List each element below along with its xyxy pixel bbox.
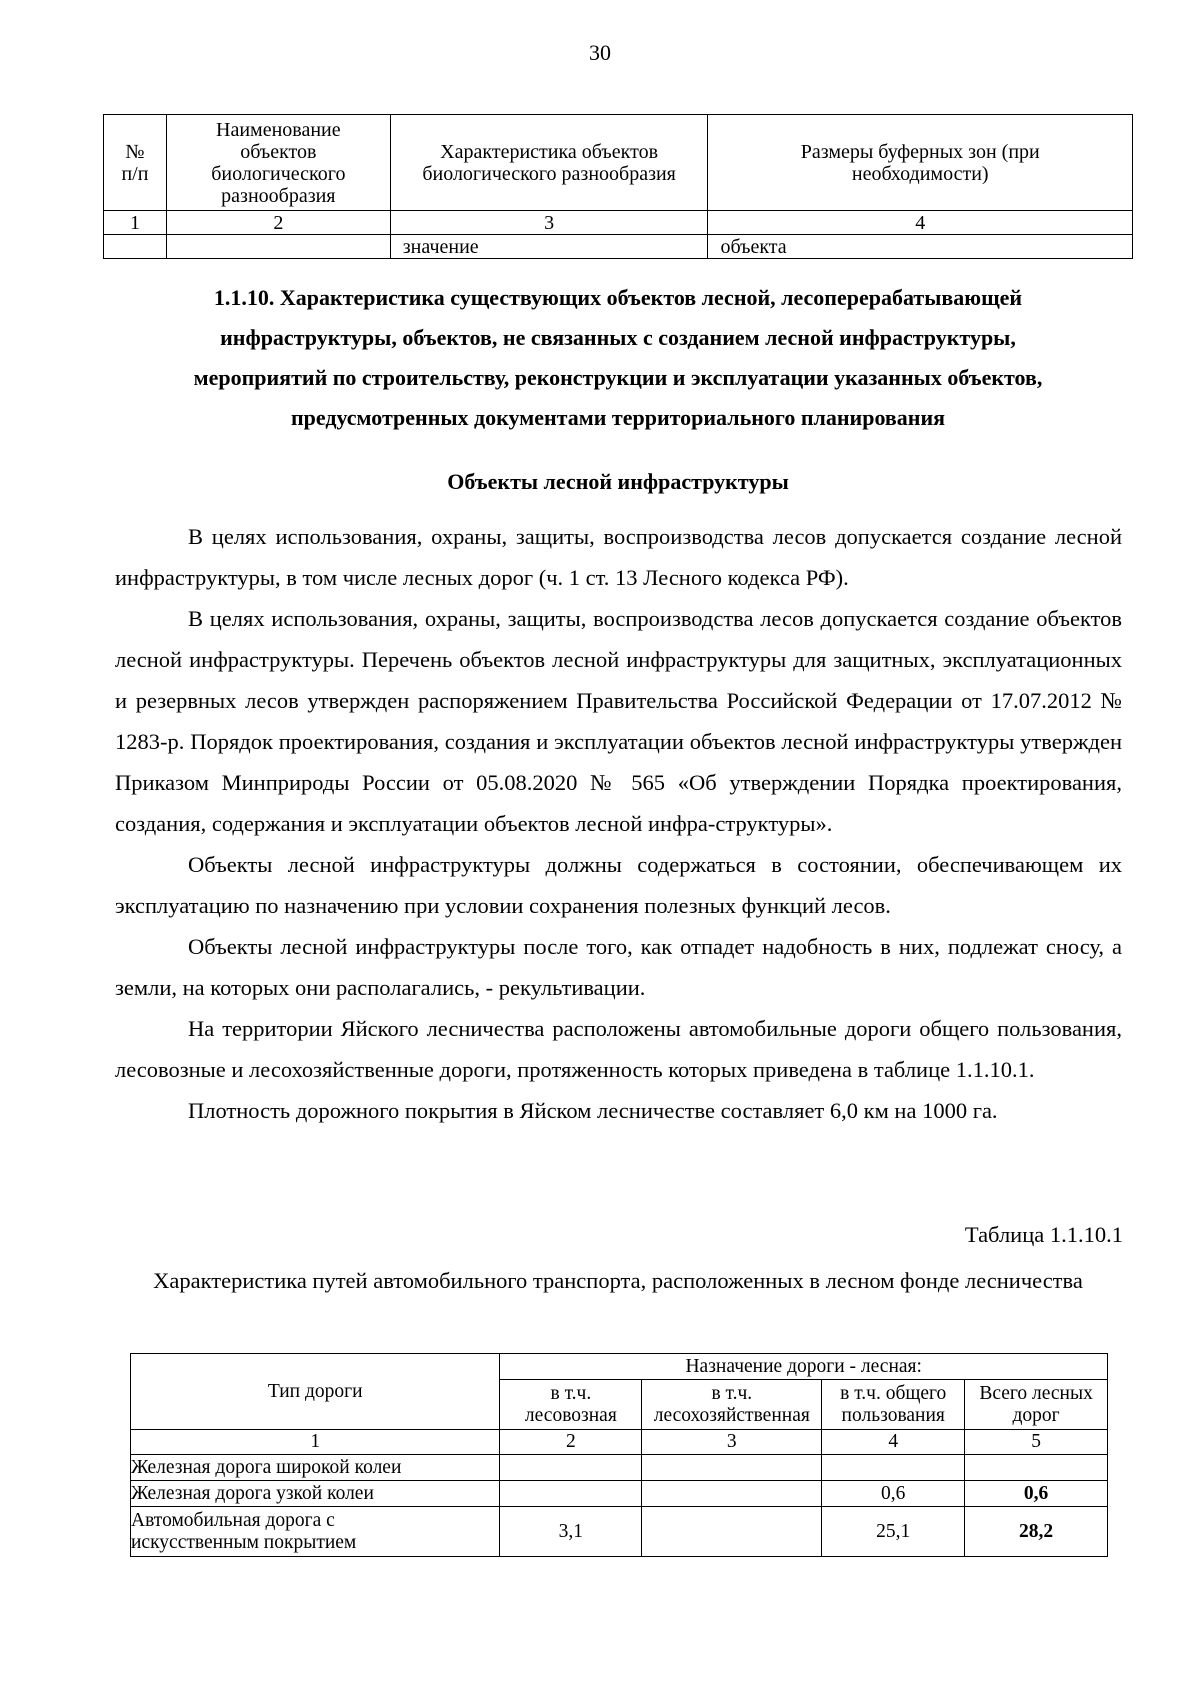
table-cell xyxy=(104,235,167,259)
number-cell: 4 xyxy=(822,1430,965,1455)
table-cell xyxy=(822,1455,965,1481)
body-text xyxy=(115,516,1122,1131)
table-row xyxy=(131,1481,1108,1507)
roads-table xyxy=(130,1353,1108,1557)
paragraph: Объекты лесной инфраструктуры должны содержаться в состоянии, обеспечивающем их эксплуатацию по назначению при условии сохранения полезных функций лесов. xyxy=(115,852,1122,918)
table-cell xyxy=(642,1507,822,1557)
table-cell xyxy=(642,1455,822,1481)
number-cell: 1 xyxy=(131,1430,500,1455)
heading-line: мероприятий по строительству, реконструкции и эксплуатации указанных объектов, xyxy=(193,365,1043,390)
table-cell: 3,1 xyxy=(500,1507,642,1557)
road-type-cell: Железная дорога широкой колеи xyxy=(131,1455,500,1481)
table-row xyxy=(104,235,1133,259)
page-number: 30 xyxy=(589,40,611,65)
number-cell: 2 xyxy=(500,1430,642,1455)
heading-line: 1.1.10. Характеристика существующих объектов лесной, лесоперерабатывающей xyxy=(213,285,1023,310)
header-cell-type: Тип дороги xyxy=(131,1354,500,1430)
paragraph: Плотность дорожного покрытия в Яйском лесничестве составляет 6,0 км на 1000 га. xyxy=(188,1098,998,1123)
paragraph: В целях использования, охраны, защиты, воспроизводства лесов допускается создание лесной инфраструктуры, в том числе лесных дорог (ч. 1 ст. 13 Лесного кодекса РФ). xyxy=(115,524,1122,590)
number-cell: 2 xyxy=(166,211,390,235)
table-caption: Характеристика путей автомобильного транспорта, расположенных в лесном фонде лесничества xyxy=(153,1268,1083,1293)
table-header-row xyxy=(104,115,1133,211)
header-cell-characteristic: Характеристика объектов биологического разнообразия xyxy=(390,115,708,211)
table-header-row xyxy=(131,1354,1108,1380)
table-row xyxy=(131,1507,1108,1557)
header-cell-group: Назначение дороги - лесная: xyxy=(500,1354,1108,1380)
header-cell-number: № п/п xyxy=(104,115,167,211)
table-cell: значение xyxy=(390,235,708,259)
table-numbers-row xyxy=(131,1430,1108,1455)
table-cell xyxy=(500,1455,642,1481)
section-heading xyxy=(113,278,1123,438)
paragraph: На территории Яйского лесничества расположены автомобильные дороги общего пользования, лесовозные и лесохозяйственные дороги, протяженность которых приведена в таблице 1.1.10.1. xyxy=(115,1016,1122,1082)
table-row xyxy=(131,1455,1108,1481)
table-cell xyxy=(166,235,390,259)
table-cell: 0,6 xyxy=(965,1481,1108,1507)
header-cell-buffer: Размеры буферных зон (при необходимости) xyxy=(708,115,1133,211)
table-cell: объекта xyxy=(708,235,1133,259)
road-type-cell: Автомобильная дорога с искусственным покрытием xyxy=(131,1507,500,1557)
header-cell-forestry: в т.ч. лесохозяйственная xyxy=(642,1380,822,1430)
number-cell: 3 xyxy=(642,1430,822,1455)
table-label: Таблица 1.1.10.1 xyxy=(964,1222,1123,1247)
header-cell-logging: в т.ч. лесовозная xyxy=(500,1380,642,1430)
header-cell-public: в т.ч. общего пользования xyxy=(822,1380,965,1430)
heading-line: предусмотренных документами территориального планирования xyxy=(290,405,946,430)
table-cell xyxy=(500,1481,642,1507)
heading-line: инфраструктуры, объектов, не связанных с созданием лесной инфраструктуры, xyxy=(220,325,1016,350)
paragraph: Объекты лесной инфраструктуры после того, как отпадет надобность в них, подлежат сносу, а земли, на которых они располагались, - рекультивации. xyxy=(115,934,1122,1000)
header-cell-name: Наименование объектов биологического разнообразия xyxy=(166,115,390,211)
number-cell: 1 xyxy=(104,211,167,235)
table-cell: 28,2 xyxy=(965,1507,1108,1557)
table-cell: 25,1 xyxy=(822,1507,965,1557)
road-type-cell: Железная дорога узкой колеи xyxy=(131,1481,500,1507)
table-cell xyxy=(642,1481,822,1507)
section-subheading: Объекты лесной инфраструктуры xyxy=(447,469,789,494)
number-cell: 3 xyxy=(390,211,708,235)
table-cell xyxy=(965,1455,1108,1481)
number-cell: 5 xyxy=(965,1430,1108,1455)
number-cell: 4 xyxy=(708,211,1133,235)
table-cell: 0,6 xyxy=(822,1481,965,1507)
table-numbers-row xyxy=(104,211,1133,235)
header-cell-total: Всего лесных дорог xyxy=(965,1380,1108,1430)
paragraph: В целях использования, охраны, защиты, воспроизводства лесов допускается создание объектов лесной инфраструктуры. Перечень объектов лесной инфраструктуры для защитных, эксплуатационных и резервных лесов утвержден распоряжением Правительства Российской Федерации от 17.07.2012 № 1283-р. Порядок проектирования, создания и эксплуатации объектов лесной инфраструктуры утвержден Приказом Минприроды России от 05.08.2020 № 565 «Об утверждении Порядка проектирования, создания, содержания и эксплуатации объектов лесной инфра-структуры». xyxy=(115,606,1122,836)
biodiversity-table xyxy=(103,114,1133,259)
